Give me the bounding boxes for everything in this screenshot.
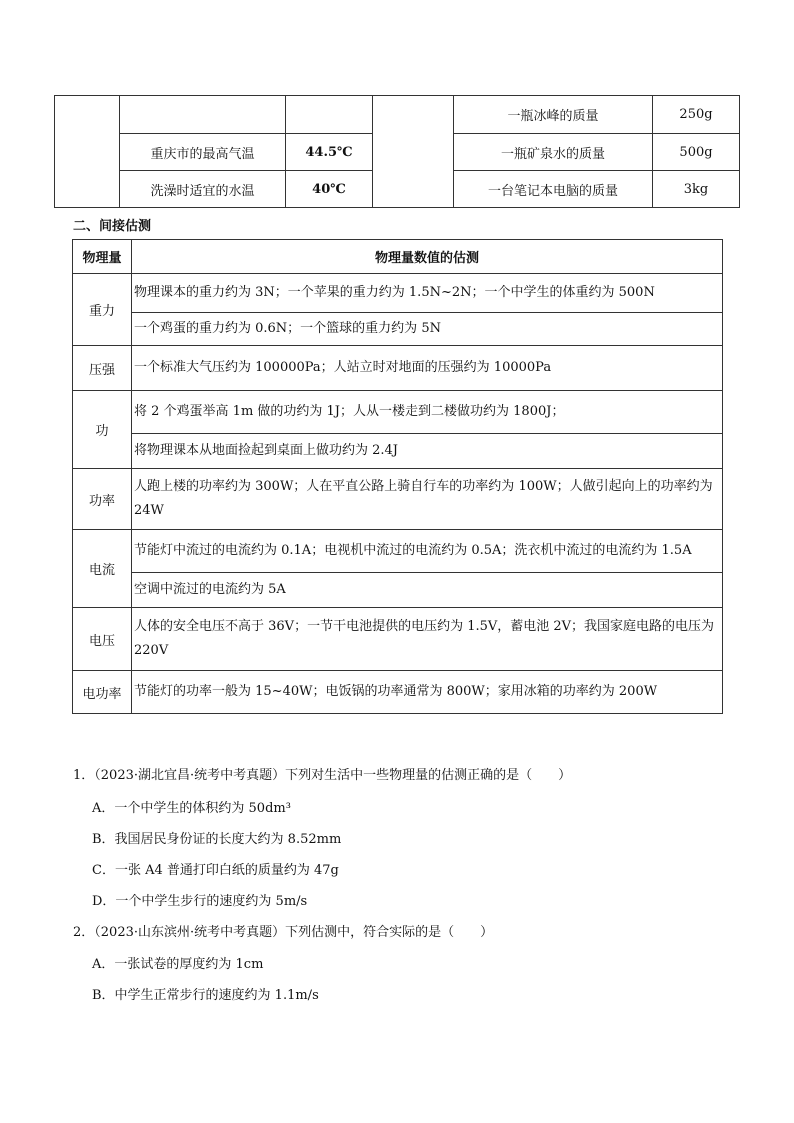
question-2-option-b: B．中学生正常步行的速度约为 1.1m/s [92, 988, 319, 1003]
top-estimate-table [54, 95, 740, 208]
table-row [73, 313, 723, 346]
table-row [73, 391, 723, 434]
estimate-cell: 人体的安全电压不高于 36V；一节干电池提供的电压约为 1.5V，蓄电池 2V；我国家庭电路的电压为 220V [132, 608, 723, 671]
quantity-cell: 功率 [73, 469, 132, 530]
table-row [55, 96, 740, 134]
quantity-cell: 压强 [73, 346, 132, 391]
right-value-cell: 250g [653, 96, 740, 134]
question-1-option-b: B．我国居民身份证的长度大约为 8.52mm [92, 832, 342, 847]
table-row [73, 573, 723, 608]
left-value-cell: 40℃ [286, 171, 373, 208]
table-row [73, 530, 723, 573]
question-1-option-c: C．一张 A4 普通打印白纸的质量约为 47g [92, 863, 339, 878]
right-value-cell: 500g [653, 134, 740, 171]
question-1-option-d: D．一个中学生步行的速度约为 5m/s [92, 894, 308, 909]
estimate-cell: 节能灯中流过的电流约为 0.1A；电视机中流过的电流约为 0.5A；洗衣机中流过的电流约为 1.5A [132, 530, 723, 573]
left-value-cell [286, 96, 373, 134]
table-row [73, 274, 723, 313]
right-label-cell: 一瓶矿泉水的质量 [454, 134, 653, 171]
quantity-cell: 电压 [73, 608, 132, 671]
table-header-row [73, 240, 723, 274]
section-heading: 二、间接估测 [73, 219, 152, 234]
question-1-stem: 1．（2023·湖北宜昌·统考中考真题）下列对生活中一些物理量的估测正确的是（ ） [73, 768, 572, 783]
table-row [73, 608, 723, 671]
merged-category-cell-right [373, 96, 454, 208]
header-estimate: 物理量数值的估测 [132, 240, 723, 274]
left-label-cell [120, 96, 286, 134]
estimate-cell: 将 2 个鸡蛋举高 1m 做的功约为 1J；人从一楼走到二楼做功约为 1800J； [132, 391, 723, 434]
left-label-cell: 洗澡时适宜的水温 [120, 171, 286, 208]
header-quantity: 物理量 [73, 240, 132, 274]
right-value-cell: 3kg [653, 171, 740, 208]
estimate-cell: 一个标准大气压约为 100000Pa；人站立时对地面的压强约为 10000Pa [132, 346, 723, 391]
quantity-cell: 电功率 [73, 671, 132, 714]
quantity-cell: 功 [73, 391, 132, 469]
table-row [73, 434, 723, 469]
question-1-option-a: A．一个中学生的体积约为 50dm³ [92, 801, 291, 816]
estimate-cell: 空调中流过的电流约为 5A [132, 573, 723, 608]
estimate-cell: 节能灯的功率一般为 15~40W；电饭锅的功率通常为 800W；家用冰箱的功率约为 200W [132, 671, 723, 714]
estimate-cell: 将物理课本从地面捡起到桌面上做功约为 2.4J [132, 434, 723, 469]
question-2-stem: 2．（2023·山东滨州·统考中考真题）下列估测中，符合实际的是（ ） [73, 925, 494, 940]
quantity-cell: 电流 [73, 530, 132, 608]
estimate-cell: 一个鸡蛋的重力约为 0.6N；一个篮球的重力约为 5N [132, 313, 723, 346]
merged-category-cell [55, 96, 120, 208]
quantity-cell: 重力 [73, 274, 132, 346]
estimate-cell: 人跑上楼的功率约为 300W；人在平直公路上骑自行车的功率约为 100W；人做引起向上的功率约为 24W [132, 469, 723, 530]
table-row [73, 346, 723, 391]
right-label-cell: 一台笔记本电脑的质量 [454, 171, 653, 208]
left-label-cell: 重庆市的最高气温 [120, 134, 286, 171]
table-row [73, 469, 723, 530]
estimate-cell: 物理课本的重力约为 3N；一个苹果的重力约为 1.5N~2N；一个中学生的体重约为 500N [132, 274, 723, 313]
left-value-cell: 44.5℃ [286, 134, 373, 171]
table-row [73, 671, 723, 714]
question-2-option-a: A．一张试卷的厚度约为 1cm [92, 957, 264, 972]
right-label-cell: 一瓶冰峰的质量 [454, 96, 653, 134]
indirect-estimate-table [72, 239, 723, 714]
